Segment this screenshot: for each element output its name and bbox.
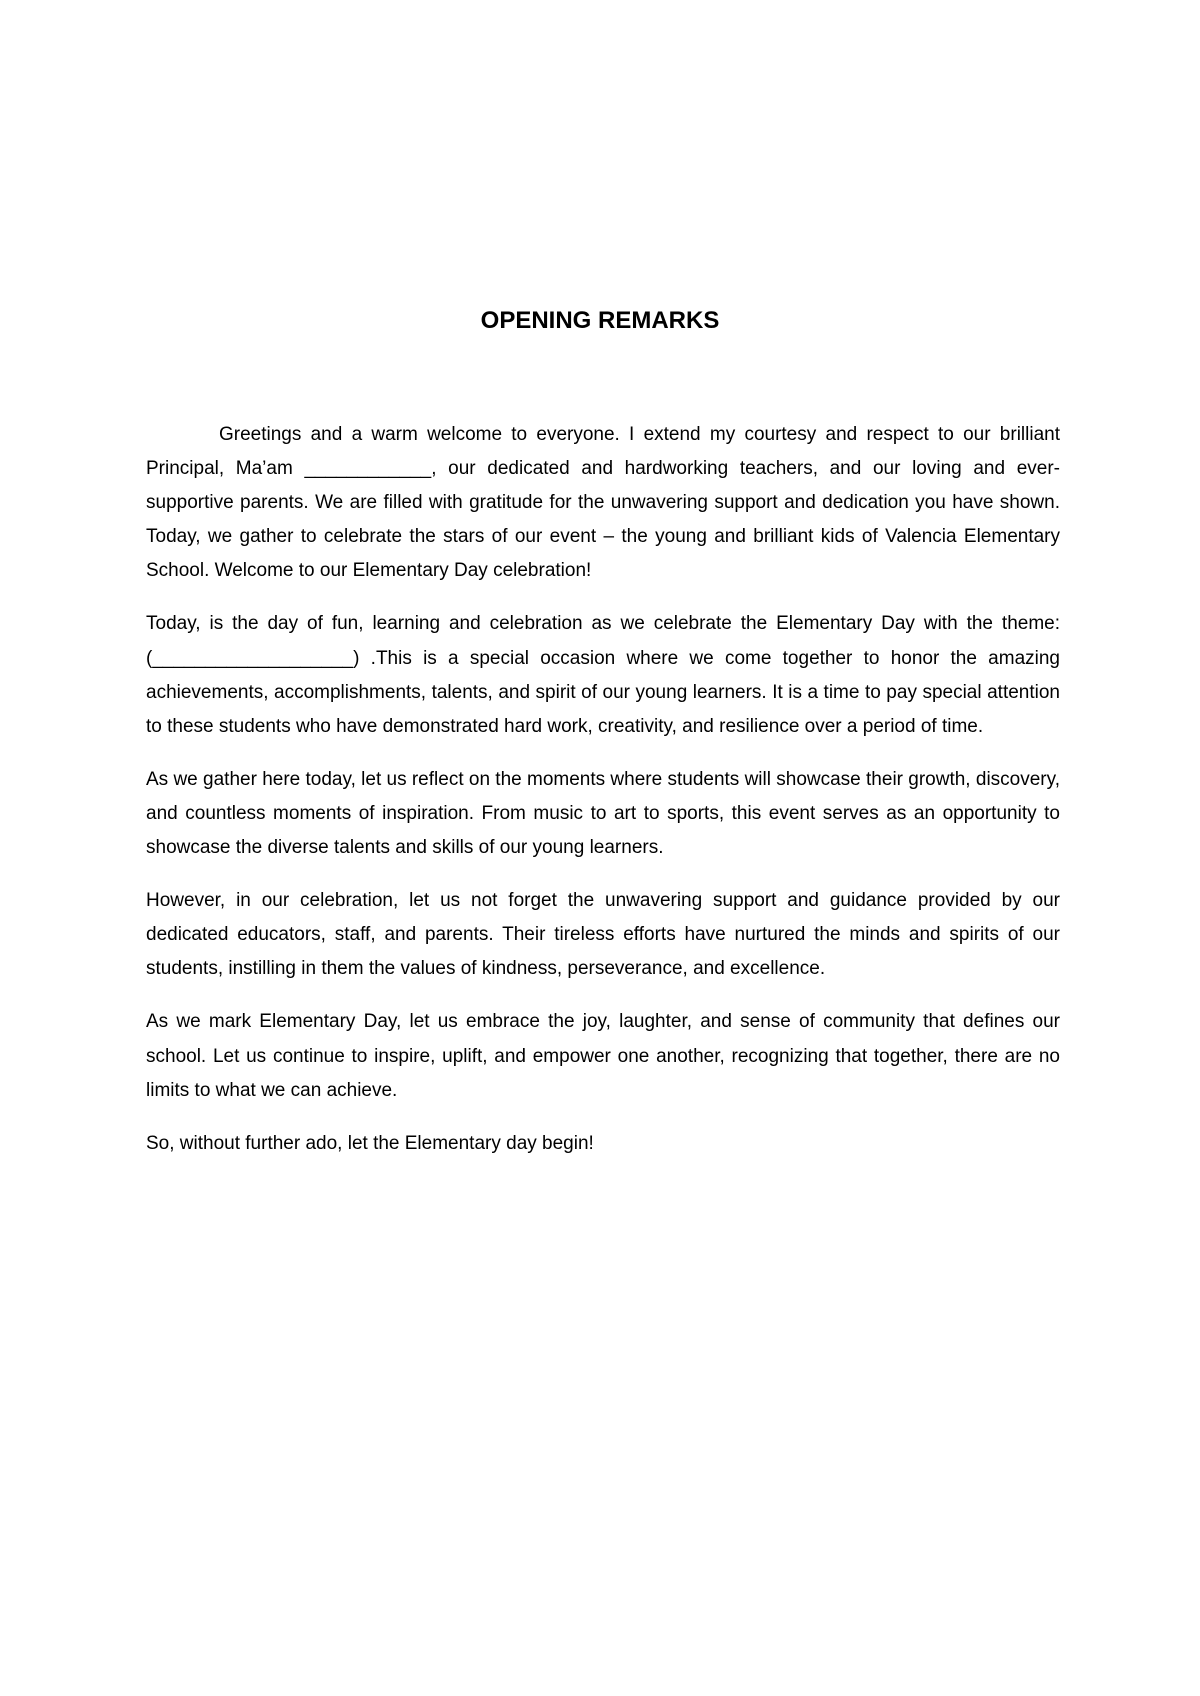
paragraph-closing: So, without further ado, let the Elementary day begin! [146,1132,594,1154]
document-body [146,418,1060,1180]
paragraph-theme: Today, is the day of fun, learning and celebration as we celebrate the Elementary Day with the theme:(___________________) .This is a special occasion where we come together to honor the amazing achievements, accomplishments, talents, and spirit of our young learners. It is a time to pay special attention to these students who have demonstrated hard work, creativity, and resilience over a period of time. [146,613,1060,737]
paragraph-greetings: Greetings and a warm welcome to everyone. I extend my courtesy and respect to our brilliant Principal, Ma’am ____________, our dedicated and hardworking teachers, and our loving and ever-supportive parents. We are filled with gratitude for the unwavering support and dedication you have shown. Today, we gather to celebrate the stars of our event – the young and brilliant kids of Valencia Elementary School. Welcome to our Elementary Day celebration! [146,424,1060,582]
paragraph-support: However, in our celebration, let us not forget the unwavering support and guidance provided by our dedicated educators, staff, and parents. Their tireless efforts have nurtured the minds and spirits of our students, instilling in them the values of kindness, perseverance, and excellence. [146,890,1060,980]
paragraph-reflection: As we gather here today, let us reflect on the moments where students will showcase their growth, discovery, and countless moments of inspiration. From music to art to sports, this event serves as an opportunity to showcase the diverse talents and skills of our young learners. [146,768,1060,859]
paragraph-community: As we mark Elementary Day, let us embrace the joy, laughter, and sense of community that defines our school. Let us continue to inspire, uplift, and empower one another, recognizing that together, there are no limits to what we can achieve. [146,1011,1060,1101]
document-title: OPENING REMARKS [480,307,720,334]
